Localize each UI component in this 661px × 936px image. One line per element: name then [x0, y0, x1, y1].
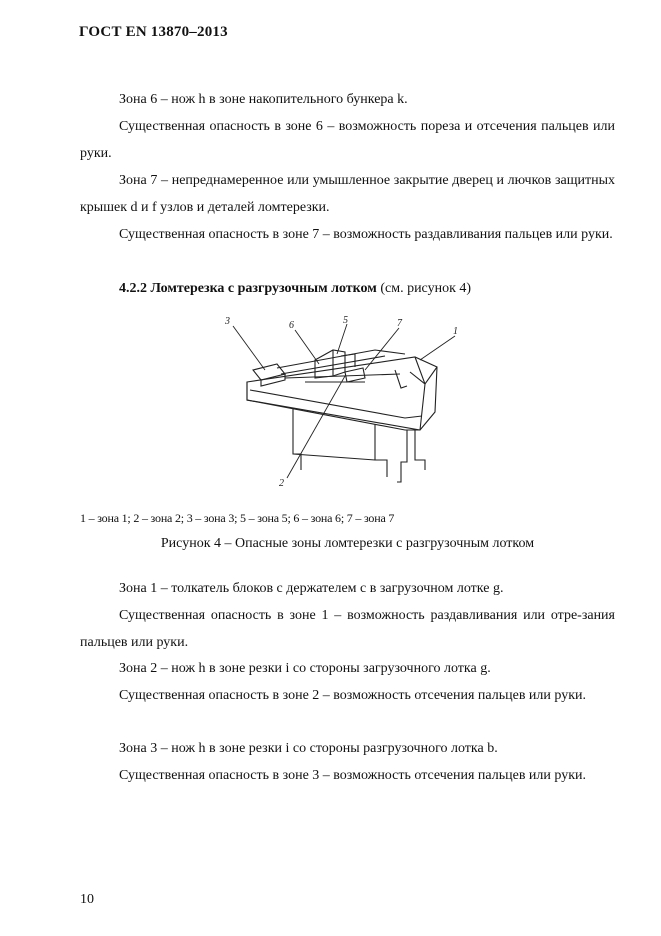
- callout-6: 6: [289, 320, 294, 331]
- paragraph-zone6-text: Зона 6 – нож h в зоне накопительного бункера k.: [119, 92, 408, 107]
- slicer-illustration: [215, 312, 475, 502]
- paragraph-zone2: [80, 655, 615, 682]
- callout-7: 7: [397, 318, 402, 329]
- paragraph-zone6-hazard-text: Существенная опасность в зоне 6 – возможность пореза и отсечения пальцев или руки.: [80, 119, 615, 161]
- paragraph-zone1: [80, 575, 615, 602]
- figure-slicer-drawing: [215, 312, 475, 502]
- paragraph-zone7-hazard: [80, 221, 615, 248]
- paragraph-zone2-hazard-text: Существенная опасность в зоне 2 – возможность отсечения пальцев или руки.: [119, 688, 587, 703]
- section-number: 4.2.2: [119, 281, 147, 296]
- section-title: Ломтерезка с разгрузочным лотком: [150, 281, 377, 296]
- page-number: 10: [80, 892, 94, 907]
- paragraph-zone3-text: Зона 3 – нож h в зоне резки i со стороны разгрузочного лотка b.: [119, 741, 498, 756]
- figure-caption: Рисунок 4 – Опасные зоны ломтерезки с разгрузочным лотком: [160, 536, 535, 551]
- paragraph-zone6: [80, 86, 615, 113]
- section-ref: (см. рисунок 4): [380, 281, 472, 296]
- paragraph-zone7-text: Зона 7 – непреднамеренное или умышленное закрытие дверец и лючков защитных крышек d и f узлов и деталей ломтерезки.: [80, 173, 615, 215]
- paragraph-zone3-hazard-text: Существенная опасность в зоне 3 – возможность отсечения пальцев или руки.: [119, 768, 587, 783]
- paragraph-zone7-hazard-text: Существенная опасность в зоне 7 – возможность раздавливания пальцев или руки.: [119, 227, 613, 242]
- callout-5: 5: [343, 315, 348, 326]
- paragraph-zone2-hazard: [80, 682, 615, 709]
- paragraph-zone6-hazard: [80, 113, 615, 167]
- callout-2: 2: [279, 478, 284, 489]
- paragraph-zone1-hazard: [80, 602, 615, 656]
- paragraph-zone1-hazard-text: Существенная опасность в зоне 1 – возможность раздавливания или отре-зания пальцев или руки.: [80, 608, 615, 650]
- callout-1: 1: [453, 326, 458, 337]
- paragraph-zone2-text: Зона 2 – нож h в зоне резки i со стороны загрузочного лотка g.: [119, 661, 491, 676]
- section-heading: [80, 275, 615, 302]
- paragraph-zone3: [80, 735, 615, 762]
- document-header: ГОСТ EN 13870–2013: [79, 24, 228, 40]
- paragraph-zone1-text: Зона 1 – толкатель блоков с держателем c в загрузочном лотке g.: [119, 581, 504, 596]
- paragraph-zone3-hazard: [80, 762, 615, 789]
- paragraph-zone7: [80, 167, 615, 221]
- callout-3: 3: [225, 316, 230, 327]
- figure-legend: 1 – зона 1; 2 – зона 2; 3 – зона 3; 5 – зона 5; 6 – зона 6; 7 – зона 7: [80, 511, 395, 525]
